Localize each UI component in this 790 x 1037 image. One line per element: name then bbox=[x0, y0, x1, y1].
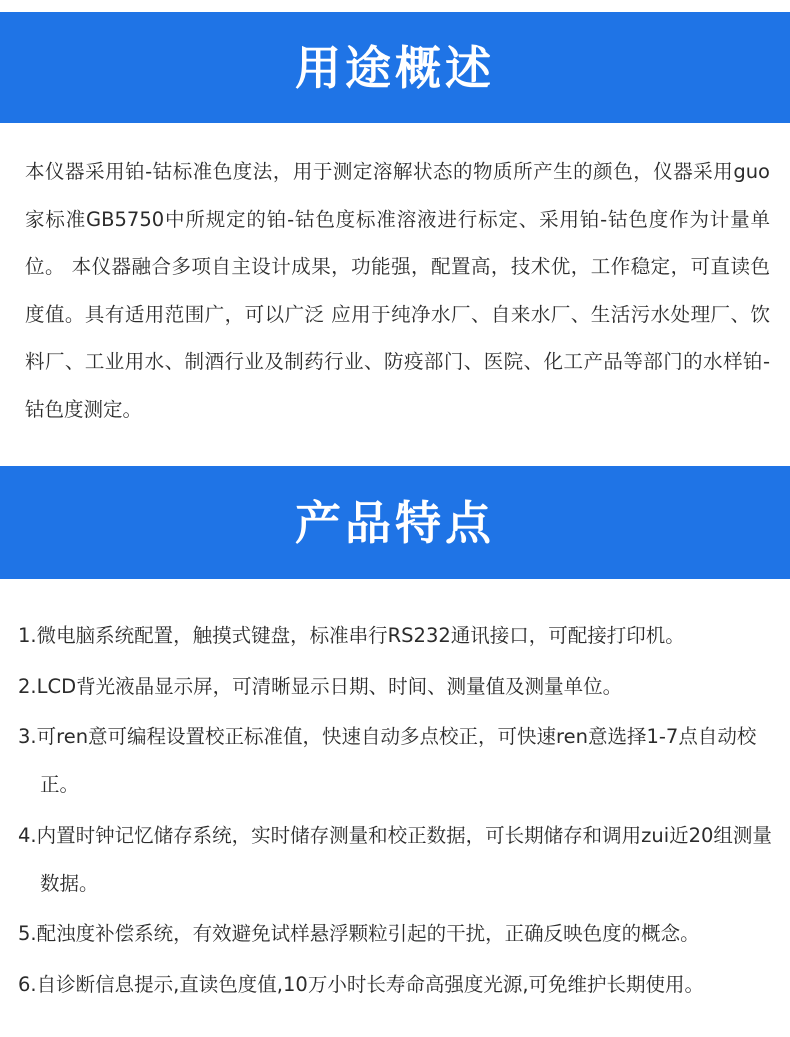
features-section-title: 产品特点 bbox=[295, 495, 495, 550]
feature-item: 6.自诊断信息提示,直读色度值,10万小时长寿命高强度光源,可免维护长期使用。 bbox=[18, 972, 705, 996]
usage-description: 本仪器采用铂-钴标准色度法，用于测定溶解状态的物质所产生的颜色，仪器采用guo家标准GB5750中所规定的铂-钴色度标准溶液进行标定、采用铂-钴色度作为计量单位。 本仪器融合多项自主设计成果，功能强，配置高，技术优，工作稳定，可直读色度值。具有适用范围广，可以广泛 应用于纯净水厂、自来水厂、生活污水处理厂、饮料厂、工业用水、制酒行业及制药行业、防疫部门、医院、化工产品等部门的水样铂-钴色度测定。 bbox=[25, 160, 770, 421]
feature-item: 4.内置时钟记忆储存系统，实时储存测量和校正数据，可长期储存和调用zui近20组测量数据。 bbox=[18, 823, 772, 895]
feature-item: 5.配浊度补偿系统，有效避免试样悬浮颗粒引起的干扰，正确反映色度的概念。 bbox=[18, 922, 700, 945]
feature-item: 1.微电脑系统配置，触摸式键盘，标准串行RS232通讯接口，可配接打印机。 bbox=[18, 624, 685, 647]
feature-item: 2.LCD背光液晶显示屏，可清晰显示日期、时间、测量值及测量单位。 bbox=[18, 674, 623, 698]
usage-section-banner bbox=[0, 12, 790, 123]
features-list bbox=[18, 612, 783, 1011]
usage-section-title: 用途概述 bbox=[295, 40, 495, 95]
features-section-banner bbox=[0, 466, 790, 579]
feature-item: 3.可ren意可编程设置校正标准值，快速自动多点校正，可快速ren意选择1-7点自动校正。 bbox=[18, 725, 757, 796]
